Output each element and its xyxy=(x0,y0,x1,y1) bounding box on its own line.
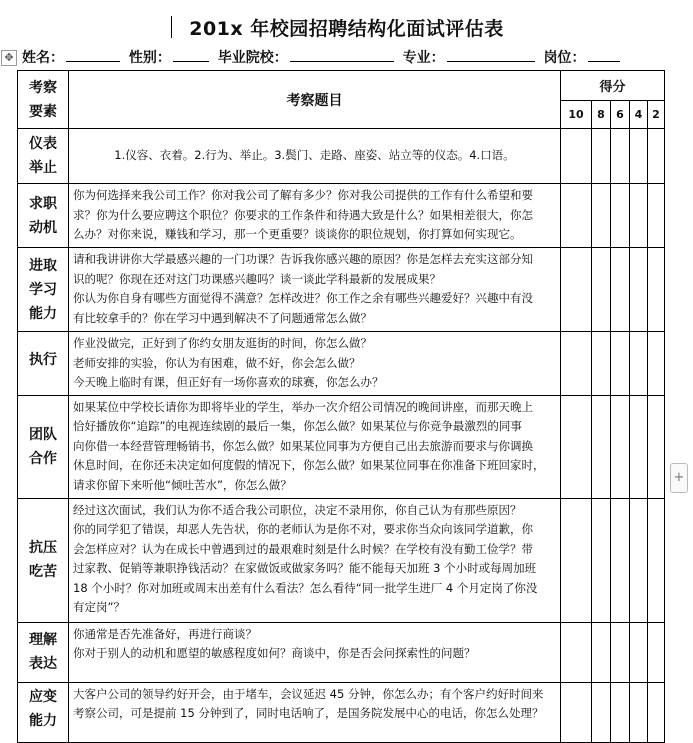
score-cell[interactable] xyxy=(592,332,611,396)
question-line: 有定岗”？ xyxy=(73,600,125,614)
category-header-line: 考察 xyxy=(29,79,57,96)
category-cell xyxy=(18,332,69,396)
question-cell xyxy=(69,498,561,622)
question-line: 求？你为什么要应聘这个职位？你要求的工作条件和待遇大致是什么？如果相差很大，你怎 xyxy=(73,207,533,222)
score-cell[interactable] xyxy=(630,332,648,396)
name-label: 姓名： xyxy=(22,50,64,66)
score-column-4: 4 xyxy=(630,101,648,129)
score-cell[interactable] xyxy=(648,498,665,622)
score-column-6: 6 xyxy=(611,101,630,129)
evaluation-table xyxy=(17,70,665,743)
question-line: 会怎样应对？认为在成长中曾遇到过的最艰难时刻是什么时候？在学校有没有勤工俭学？带 xyxy=(73,541,533,556)
question-line: 考察公司，可是提前 15 分钟到了，同时电话响了，是国务院发展中心的电话，你怎么处理？ xyxy=(73,706,544,720)
score-cell[interactable] xyxy=(561,332,592,396)
table-row xyxy=(18,248,665,332)
table-row xyxy=(18,498,665,622)
score-cell[interactable] xyxy=(611,682,630,742)
question-line: 老师安排的实验，你认为有困难，做不好，你会怎么做？ xyxy=(73,355,361,370)
question-line: 你为何选择来我公司工作？你对我公司了解有多少？你对我公司提供的工作有什么希望和要 xyxy=(73,188,533,202)
category-text: 吃苦 xyxy=(29,564,57,580)
category-cell xyxy=(18,682,69,742)
gender-field[interactable] xyxy=(173,47,209,62)
score-column-10: 10 xyxy=(561,101,592,129)
score-cell[interactable] xyxy=(648,682,665,742)
category-cell xyxy=(18,395,69,498)
question-line: 过家教、促销等兼职挣钱活动？在家做饭或做家务吗？能不能每天加班 3 个小时或每周加班 xyxy=(73,561,537,575)
score-cell[interactable] xyxy=(561,622,592,682)
category-text: 合作 xyxy=(29,450,57,467)
score-cell[interactable] xyxy=(630,395,648,498)
category-text: 表达 xyxy=(29,656,57,672)
school-field[interactable] xyxy=(290,47,394,62)
category-text: 进取 xyxy=(29,257,57,274)
score-column-8: 8 xyxy=(592,101,611,129)
score-cell[interactable] xyxy=(611,184,630,248)
score-cell[interactable] xyxy=(592,184,611,248)
question-line: 请求你留下来听他“倾吐苦水”，你怎么做？ xyxy=(73,477,292,492)
score-cell[interactable] xyxy=(592,395,611,498)
question-line: 经过这次面试，我们认为你不适合我公司职位，决定不录用你，你自己认为有那些原因？ xyxy=(73,502,522,517)
score-cell[interactable] xyxy=(630,682,648,742)
question-line: 恰好播放你“追踪”的电视连续剧的最后一集，你怎么做？如果某位与你竞争最激烈的同事 xyxy=(73,419,522,433)
question-line: 你通常是否先准备好，再进行商谈？ xyxy=(73,626,257,641)
score-cell[interactable] xyxy=(592,129,611,184)
score-cell[interactable] xyxy=(648,184,665,248)
question-line: 请和我讲讲你大学最感兴趣的一门功课？告诉我你感兴趣的原因？你是怎样去充实这部分知 xyxy=(73,252,533,266)
table-row xyxy=(18,332,665,396)
question-line: 么办？对你来说，赚钱和学习，那一个更重要？谈谈你的职位规划，你打算如何实现它。 xyxy=(73,227,522,241)
score-cell[interactable] xyxy=(630,498,648,622)
table-row xyxy=(18,129,665,184)
question-cell xyxy=(69,682,561,742)
category-cell xyxy=(18,622,69,682)
category-text: 抗压 xyxy=(29,540,57,556)
category-cell xyxy=(18,498,69,622)
score-cell[interactable] xyxy=(592,622,611,682)
question-header: 考察题目 xyxy=(69,71,561,129)
score-cell[interactable] xyxy=(630,129,648,184)
score-cell[interactable] xyxy=(561,682,592,742)
score-cell[interactable] xyxy=(592,682,611,742)
score-cell[interactable] xyxy=(630,248,648,332)
score-cell[interactable] xyxy=(630,184,648,248)
question-line: 作业没做完，正好到了你约女朋友逛街的时间，你怎么做？ xyxy=(73,336,372,350)
category-cell xyxy=(18,184,69,248)
question-line: 今天晚上临时有课，但正好有一场你喜欢的球赛，你怎么办？ xyxy=(73,375,384,389)
category-text: 动机 xyxy=(29,219,57,236)
table-row xyxy=(18,395,665,498)
question-line: 1.仪容、衣着。2.行为、举止。3.鬓门、走路、座姿、站立等的仪态。4.口语。 xyxy=(114,148,515,163)
add-row-icon[interactable]: + xyxy=(670,463,688,493)
category-cell xyxy=(18,129,69,184)
score-cell[interactable] xyxy=(592,248,611,332)
score-cell[interactable] xyxy=(611,498,630,622)
category-text: 能力 xyxy=(29,712,57,729)
table-row xyxy=(18,184,665,248)
score-header: 得分 xyxy=(561,71,665,101)
question-line: 你对于别人的动机和愿望的敏感程度如何？商谈中，你是否会问探索性的问题？ xyxy=(73,646,476,660)
question-line: 向你借一本经营管理畅销书，你怎么做？如果某位同事为方便自己出去旅游而要求与你调换 xyxy=(73,438,533,453)
table-move-handle-icon[interactable]: ✥ xyxy=(1,50,17,66)
candidate-info-line xyxy=(22,47,624,69)
question-line: 18 个小时？你对加班或周末出差有什么看法？怎么看待“同一批学生进厂 4 个月定岗了你没 xyxy=(73,580,538,595)
category-text: 举止 xyxy=(29,160,57,176)
category-header xyxy=(18,71,69,129)
school-label: 毕业院校： xyxy=(217,50,288,66)
category-text: 仪表 xyxy=(29,136,57,152)
table-row xyxy=(18,682,665,742)
major-field[interactable] xyxy=(447,47,535,62)
score-cell[interactable] xyxy=(561,184,592,248)
score-cell[interactable] xyxy=(561,498,592,622)
question-cell xyxy=(69,622,561,682)
question-line: 识的呢？你现在还对这门功课感兴趣吗？谈一谈此学科最新的发展成果？ xyxy=(73,271,441,286)
question-line: 你认为你自身有哪些方面觉得不满意？怎样改进？你工作之余有哪些兴趣爱好？兴趣中有没 xyxy=(73,291,533,305)
score-cell[interactable] xyxy=(561,395,592,498)
question-line: 如果某位中学校长请你为即将毕业的学生，举办一次介绍公司情况的晚间讲座，而那天晚上 xyxy=(73,399,533,414)
score-cell[interactable] xyxy=(611,622,630,682)
score-cell[interactable] xyxy=(630,622,648,682)
question-cell xyxy=(69,332,561,396)
score-column-2: 2 xyxy=(648,101,665,129)
score-cell[interactable] xyxy=(648,248,665,332)
question-cell xyxy=(69,395,561,498)
score-cell[interactable] xyxy=(611,248,630,332)
category-text: 能力 xyxy=(29,305,57,322)
question-cell xyxy=(69,184,561,248)
question-line: 你的同学犯了错误，却恶人先告状，你的老师认为是你不对，要求你当众向该同学道歉，你 xyxy=(73,522,533,536)
score-cell[interactable] xyxy=(611,395,630,498)
category-header-line: 要素 xyxy=(29,103,57,120)
question-cell xyxy=(69,248,561,332)
document-title: 201x 年校园招聘结构化面试评估表 xyxy=(189,18,504,40)
score-cell[interactable] xyxy=(611,332,630,396)
position-label: 岗位： xyxy=(543,50,586,66)
category-text: 应变 xyxy=(29,688,57,705)
position-field[interactable] xyxy=(588,47,620,62)
text-cursor xyxy=(171,16,172,38)
question-line: 大客户公司的领导约好开会，由于堵车，会议延迟 45 分钟，你怎么办；有个客户约好时间来 xyxy=(73,686,544,701)
category-cell xyxy=(18,248,69,332)
major-label: 专业： xyxy=(402,50,445,66)
category-text: 执行 xyxy=(29,352,57,368)
score-cell[interactable] xyxy=(561,129,592,184)
question-cell xyxy=(69,129,561,184)
name-field[interactable] xyxy=(66,47,120,62)
table-row xyxy=(18,622,665,682)
score-cell[interactable] xyxy=(648,395,665,498)
category-text: 学习 xyxy=(29,281,57,298)
question-line: 有比较拿手的？你在学习中遇到解决不了问题通常怎么做？ xyxy=(73,310,372,325)
category-text: 求职 xyxy=(29,195,57,212)
gender-label: 性别： xyxy=(128,50,171,66)
category-text: 团队 xyxy=(29,426,57,443)
score-cell[interactable] xyxy=(561,248,592,332)
score-cell[interactable] xyxy=(648,622,665,682)
score-cell[interactable] xyxy=(648,332,665,396)
question-line: 休息时间，在你还未决定如何度假的情况下，你怎么做？如果某位同事在你准备下班回家时， xyxy=(73,458,545,472)
score-cell[interactable] xyxy=(592,498,611,622)
score-cell[interactable] xyxy=(648,129,665,184)
category-text: 理解 xyxy=(29,632,57,648)
score-cell[interactable] xyxy=(611,129,630,184)
